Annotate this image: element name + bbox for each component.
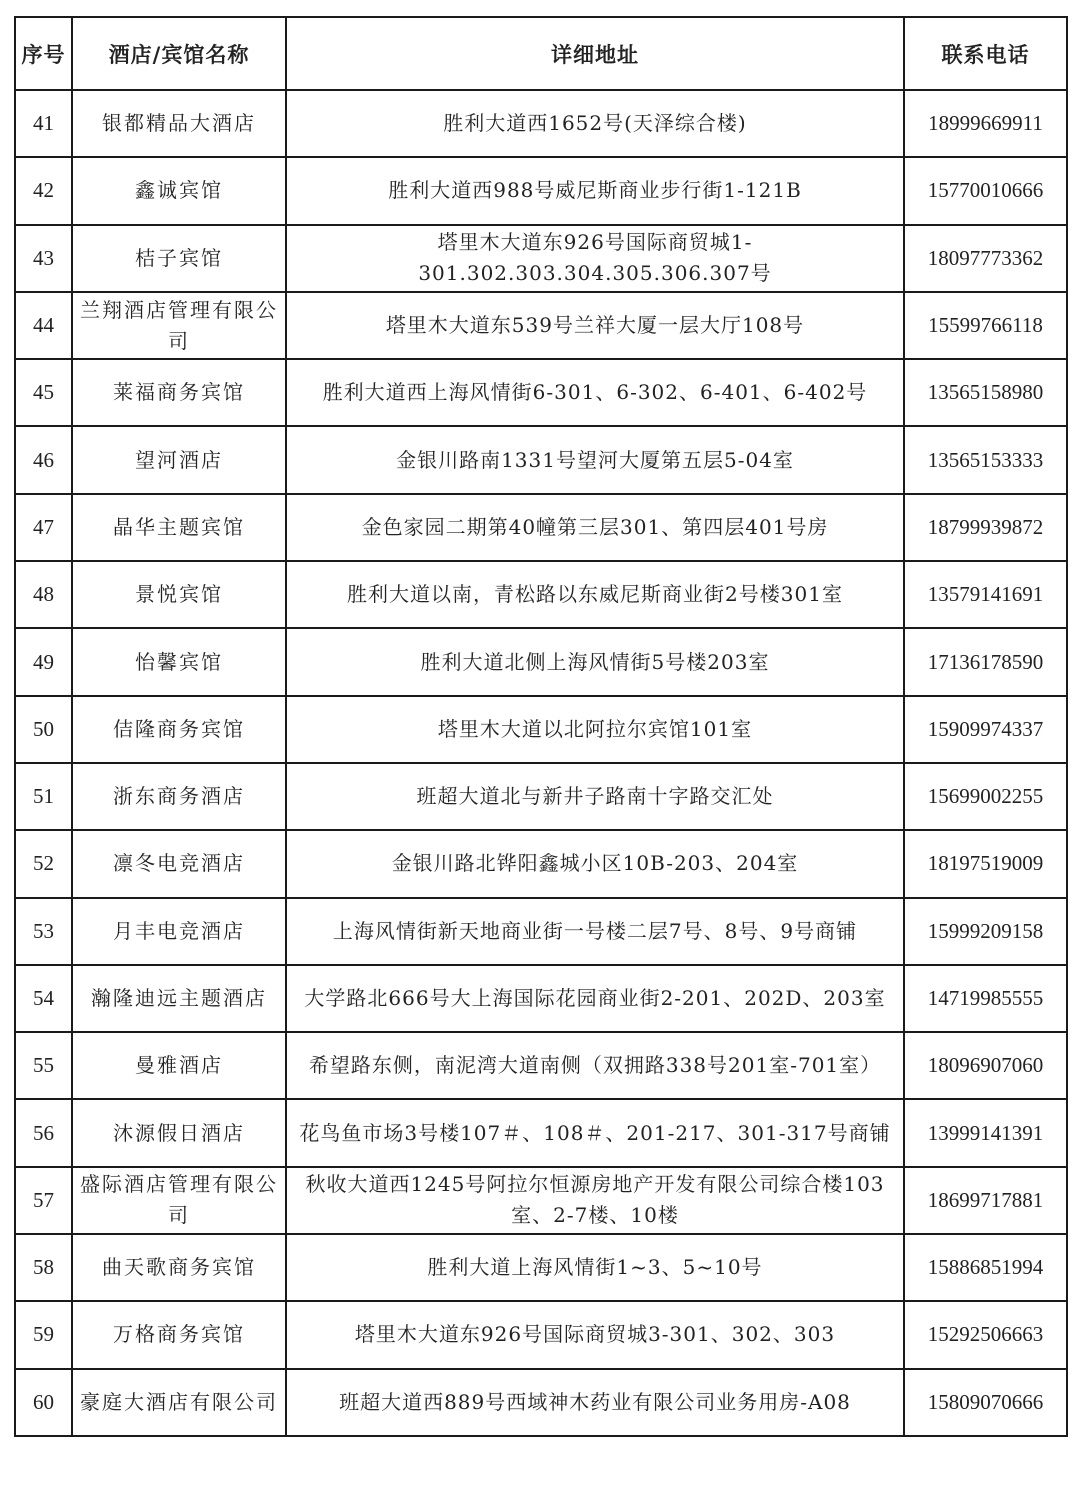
- cell-name: 兰翔酒店管理有限公司: [72, 292, 286, 359]
- cell-no: 57: [15, 1167, 72, 1234]
- cell-no: 58: [15, 1234, 72, 1301]
- cell-no: 49: [15, 628, 72, 695]
- table-row: [15, 1167, 1067, 1234]
- cell-address: 胜利大道以南，青松路以东威尼斯商业街2号楼301室: [286, 561, 904, 628]
- cell-phone: 17136178590: [904, 628, 1067, 695]
- cell-address: 秋收大道西1245号阿拉尔恒源房地产开发有限公司综合楼103室、2-7楼、10楼: [286, 1167, 904, 1234]
- cell-name: 万格商务宾馆: [72, 1301, 286, 1368]
- cell-address: 胜利大道西1652号(天泽综合楼): [286, 90, 904, 157]
- table-row: [15, 90, 1067, 157]
- cell-address: 胜利大道上海风情街1~3、5~10号: [286, 1234, 904, 1301]
- table-row: [15, 1369, 1067, 1436]
- table-row: [15, 225, 1067, 292]
- cell-phone: 13565158980: [904, 359, 1067, 426]
- cell-phone: 13579141691: [904, 561, 1067, 628]
- cell-no: 47: [15, 494, 72, 561]
- cell-name: 莱福商务宾馆: [72, 359, 286, 426]
- cell-name: 银都精品大酒店: [72, 90, 286, 157]
- cell-phone: 15292506663: [904, 1301, 1067, 1368]
- table-row: [15, 1099, 1067, 1166]
- cell-address: 金银川路南1331号望河大厦第五层5-04室: [286, 426, 904, 493]
- cell-no: 56: [15, 1099, 72, 1166]
- cell-phone: 18699717881: [904, 1167, 1067, 1234]
- cell-no: 60: [15, 1369, 72, 1436]
- cell-address: 金色家园二期第40幢第三层301、第四层401号房: [286, 494, 904, 561]
- cell-address: 希望路东侧，南泥湾大道南侧（双拥路338号201室-701室）: [286, 1032, 904, 1099]
- table-header-row: [15, 17, 1067, 90]
- cell-no: 51: [15, 763, 72, 830]
- cell-name: 曲天歌商务宾馆: [72, 1234, 286, 1301]
- cell-name: 豪庭大酒店有限公司: [72, 1369, 286, 1436]
- table-row: [15, 763, 1067, 830]
- table-row: [15, 1032, 1067, 1099]
- cell-name: 盛际酒店管理有限公司: [72, 1167, 286, 1234]
- cell-name: 凛冬电竞酒店: [72, 830, 286, 897]
- cell-name: 怡馨宾馆: [72, 628, 286, 695]
- header-name: 酒店/宾馆名称: [72, 17, 286, 90]
- cell-name: 景悦宾馆: [72, 561, 286, 628]
- cell-no: 54: [15, 965, 72, 1032]
- cell-no: 43: [15, 225, 72, 292]
- cell-no: 46: [15, 426, 72, 493]
- cell-no: 55: [15, 1032, 72, 1099]
- cell-address: 上海风情街新天地商业街一号楼二层7号、8号、9号商铺: [286, 898, 904, 965]
- table-row: [15, 898, 1067, 965]
- cell-address: 班超大道北与新井子路南十字路交汇处: [286, 763, 904, 830]
- table-row: [15, 1301, 1067, 1368]
- cell-phone: 15909974337: [904, 696, 1067, 763]
- cell-name: 沐源假日酒店: [72, 1099, 286, 1166]
- cell-address: 胜利大道西上海风情街6-301、6-302、6-401、6-402号: [286, 359, 904, 426]
- cell-name: 佶隆商务宾馆: [72, 696, 286, 763]
- cell-phone: 15886851994: [904, 1234, 1067, 1301]
- cell-address: 大学路北666号大上海国际花园商业街2-201、202D、203室: [286, 965, 904, 1032]
- table-row: [15, 426, 1067, 493]
- cell-no: 59: [15, 1301, 72, 1368]
- cell-address: 花鸟鱼市场3号楼107＃、108＃、201-217、301-317号商铺: [286, 1099, 904, 1166]
- cell-name: 望河酒店: [72, 426, 286, 493]
- table-row: [15, 830, 1067, 897]
- cell-name: 鑫诚宾馆: [72, 157, 286, 224]
- cell-address: 金银川路北铧阳鑫城小区10B-203、204室: [286, 830, 904, 897]
- table-row: [15, 965, 1067, 1032]
- cell-no: 48: [15, 561, 72, 628]
- table-row: [15, 359, 1067, 426]
- table-row: [15, 561, 1067, 628]
- cell-phone: 15599766118: [904, 292, 1067, 359]
- cell-no: 53: [15, 898, 72, 965]
- cell-phone: 13565153333: [904, 426, 1067, 493]
- cell-name: 桔子宾馆: [72, 225, 286, 292]
- cell-no: 44: [15, 292, 72, 359]
- cell-name: 瀚隆迪远主题酒店: [72, 965, 286, 1032]
- cell-phone: 15999209158: [904, 898, 1067, 965]
- table-row: [15, 628, 1067, 695]
- cell-name: 浙东商务酒店: [72, 763, 286, 830]
- hotel-table: [14, 16, 1068, 1437]
- cell-address: 胜利大道西988号威尼斯商业步行街1-121B: [286, 157, 904, 224]
- cell-address: 塔里木大道东926号国际商贸城3-301、302、303: [286, 1301, 904, 1368]
- table-row: [15, 696, 1067, 763]
- cell-address: 塔里木大道东926号国际商贸城1-301.302.303.304.305.306.307号: [286, 225, 904, 292]
- cell-name: 曼雅酒店: [72, 1032, 286, 1099]
- cell-no: 42: [15, 157, 72, 224]
- cell-no: 41: [15, 90, 72, 157]
- cell-phone: 18799939872: [904, 494, 1067, 561]
- table-body: [15, 90, 1067, 1436]
- cell-phone: 14719985555: [904, 965, 1067, 1032]
- cell-phone: 15770010666: [904, 157, 1067, 224]
- table-row: [15, 157, 1067, 224]
- cell-phone: 18097773362: [904, 225, 1067, 292]
- cell-phone: 13999141391: [904, 1099, 1067, 1166]
- cell-no: 52: [15, 830, 72, 897]
- header-no: 序号: [15, 17, 72, 90]
- table-row: [15, 494, 1067, 561]
- table-row: [15, 292, 1067, 359]
- cell-name: 晶华主题宾馆: [72, 494, 286, 561]
- cell-phone: 15809070666: [904, 1369, 1067, 1436]
- cell-address: 塔里木大道东539号兰祥大厦一层大厅108号: [286, 292, 904, 359]
- cell-phone: 18197519009: [904, 830, 1067, 897]
- cell-name: 月丰电竞酒店: [72, 898, 286, 965]
- cell-address: 塔里木大道以北阿拉尔宾馆101室: [286, 696, 904, 763]
- cell-phone: 18999669911: [904, 90, 1067, 157]
- header-address: 详细地址: [286, 17, 904, 90]
- cell-no: 50: [15, 696, 72, 763]
- cell-address: 班超大道西889号西域神木药业有限公司业务用房-A08: [286, 1369, 904, 1436]
- cell-address: 胜利大道北侧上海风情街5号楼203室: [286, 628, 904, 695]
- table-row: [15, 1234, 1067, 1301]
- header-phone: 联系电话: [904, 17, 1067, 90]
- cell-no: 45: [15, 359, 72, 426]
- cell-phone: 18096907060: [904, 1032, 1067, 1099]
- cell-phone: 15699002255: [904, 763, 1067, 830]
- hotel-list-sheet: [14, 16, 1066, 1437]
